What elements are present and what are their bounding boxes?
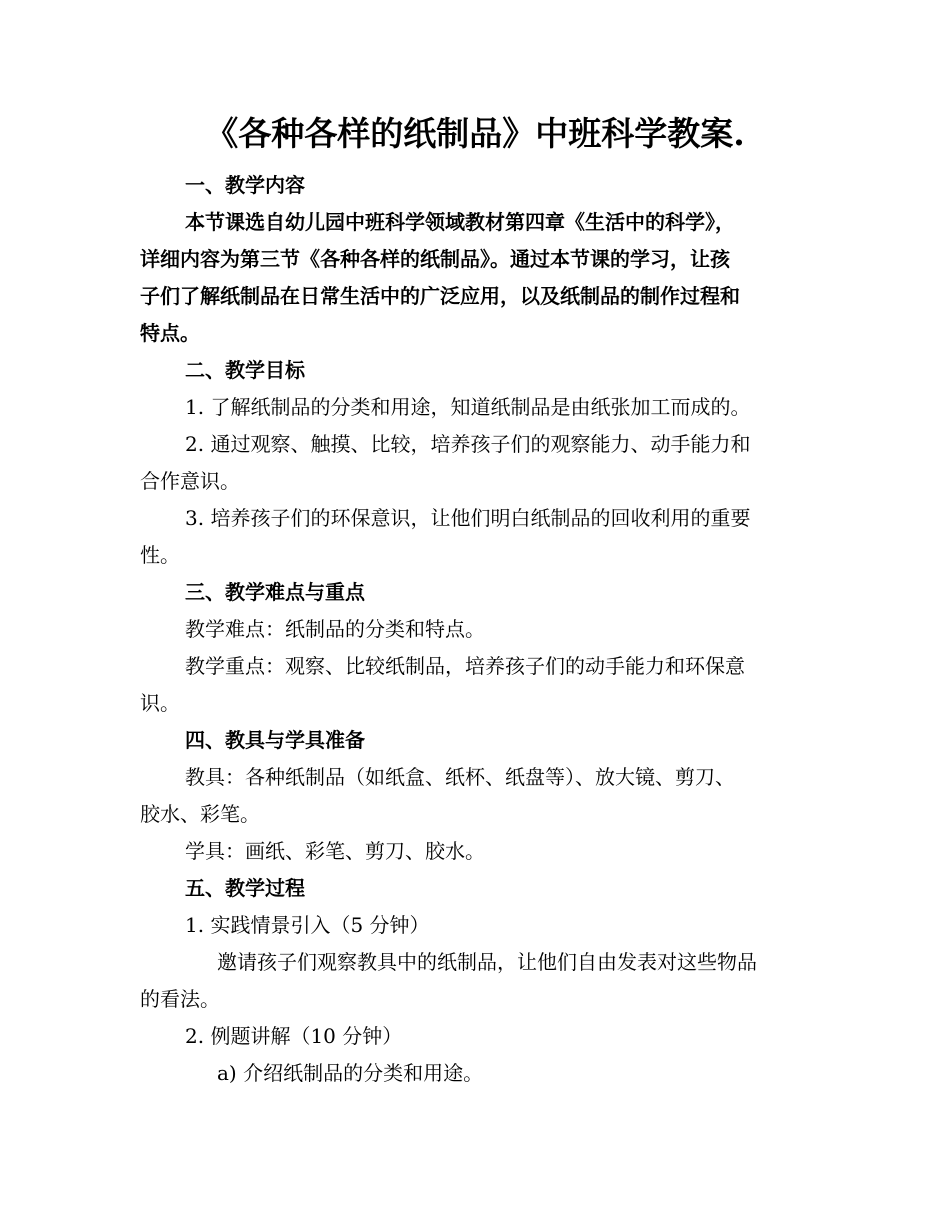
paragraph-line: 特点。 xyxy=(140,321,200,345)
list-item: 2. 例题讲解（10 分钟） xyxy=(185,1024,403,1048)
list-item: 1. 了解纸制品的分类和用途，知道纸制品是由纸张加工而成的。 xyxy=(185,395,751,419)
paragraph-line: 邀请孩子们观察教具中的纸制品，让他们自由发表对这些物品 xyxy=(217,950,757,974)
paragraph-line: 教学重点：观察、比较纸制品，培养孩子们的动手能力和环保意 xyxy=(185,654,745,678)
paragraph-line: 学具：画纸、彩笔、剪刀、胶水。 xyxy=(185,839,485,863)
section-heading-process: 五、教学过程 xyxy=(185,876,305,900)
document-title: 《各种各样的纸制品》中班科学教案. xyxy=(205,114,745,153)
sub-list-item: a) 介绍纸制品的分类和用途。 xyxy=(217,1061,484,1085)
list-item: 1. 实践情景引入（5 分钟） xyxy=(185,913,430,937)
section-heading-materials: 四、教具与学具准备 xyxy=(185,728,365,752)
paragraph-line: 胶水、彩笔。 xyxy=(140,802,260,826)
list-item-continuation: 性。 xyxy=(140,543,180,567)
paragraph-line: 详细内容为第三节《各种各样的纸制品》。通过本节课的学习，让孩 xyxy=(140,247,730,271)
paragraph-line: 的看法。 xyxy=(140,987,220,1011)
paragraph-line: 本节课选自幼儿园中班科学领域教材第四章《生活中的科学》， xyxy=(185,210,735,234)
list-item: 2. 通过观察、触摸、比较，培养孩子们的观察能力、动手能力和 xyxy=(185,432,751,456)
section-heading-goals: 二、教学目标 xyxy=(185,358,305,382)
section-heading-content: 一、教学内容 xyxy=(185,173,305,197)
paragraph-line: 识。 xyxy=(140,691,180,715)
list-item-continuation: 合作意识。 xyxy=(140,469,240,493)
list-item: 3. 培养孩子们的环保意识，让他们明白纸制品的回收利用的重要 xyxy=(185,506,751,530)
paragraph-line: 教学难点：纸制品的分类和特点。 xyxy=(185,617,485,641)
paragraph-line: 子们了解纸制品在日常生活中的广泛应用，以及纸制品的制作过程和 xyxy=(140,284,740,308)
section-heading-difficulty: 三、教学难点与重点 xyxy=(185,580,365,604)
paragraph-line: 教具：各种纸制品（如纸盒、纸杯、纸盘等）、放大镜、剪刀、 xyxy=(185,765,735,789)
